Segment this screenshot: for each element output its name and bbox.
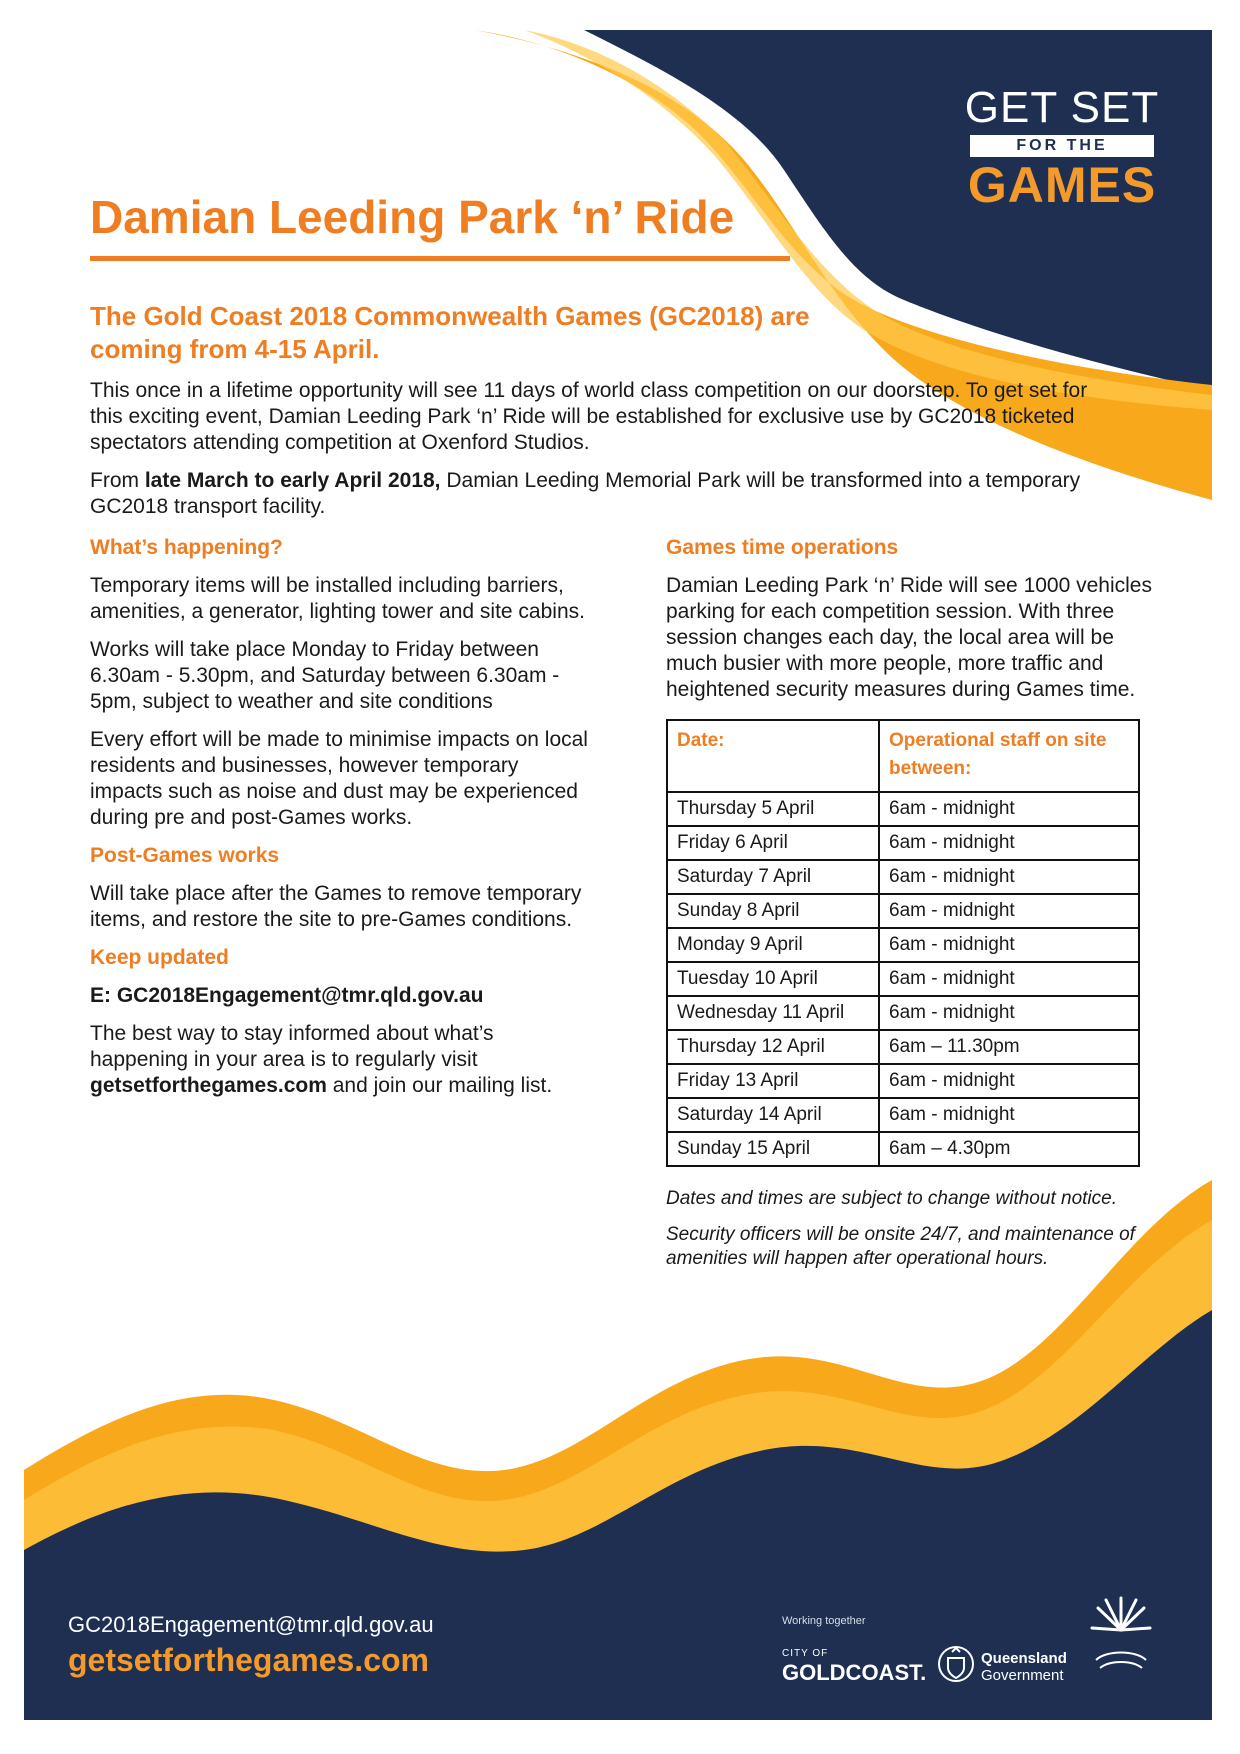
get-set-for-the-games-logo (962, 85, 1162, 211)
table-row (667, 962, 1139, 996)
post-games-p1: Will take place after the Games to remove temporary items, and restore the site to pre-Games conditions. (90, 882, 582, 931)
queensland-government-logo (981, 1650, 1067, 1684)
table-row (667, 1064, 1139, 1098)
whats-happening-p3: Every effort will be made to minimise impacts on local residents and businesses, however temporary impacts such as noise and dust may be experienced during pre and post-Games works. (90, 728, 588, 829)
intro-p2-prefix: From (90, 469, 145, 492)
city-of-gold-coast-logo: GOLDCOAST. (782, 1660, 927, 1685)
schedule-header-hours: Operational staff on site between: (879, 720, 1139, 792)
schedule-date: Tuesday 10 April (667, 962, 879, 996)
schedule-date: Sunday 8 April (667, 894, 879, 928)
table-row (667, 1098, 1139, 1132)
schedule-hours: 6am – 4.30pm (879, 1132, 1139, 1166)
logo-line-1: GET SET (964, 83, 1160, 132)
note-2: Security officers will be onsite 24/7, and maintenance of amenities will happen after operational hours. (666, 1224, 1135, 1269)
intro-paragraph-1: This once in a lifetime opportunity will see 11 days of world class competition on our doorstep. To get set for this exciting event, Damian Leeding Park ‘n’ Ride will be established for exclusive use by GC2018 ticketed spectators attending competition at Oxenford Studios. (90, 379, 1088, 454)
city-of-label: CITY OF (782, 1648, 829, 1659)
table-row (667, 792, 1139, 826)
whats-happening-p1: Temporary items will be installed including barriers, amenities, a generator, lighting tower and site cabins. (90, 574, 585, 623)
schedule-date: Saturday 14 April (667, 1098, 879, 1132)
table-row (667, 826, 1139, 860)
logo-line-3: GAMES (967, 157, 1157, 213)
footer-email[interactable]: GC2018Engagement@tmr.qld.gov.au (68, 1612, 434, 1637)
intro-p2-bold: late March to early April 2018, (144, 469, 441, 492)
schedule-header-date: Date: (667, 720, 879, 792)
games-time-heading: Games time operations (666, 536, 899, 559)
keep-updated-heading: Keep updated (90, 946, 229, 969)
schedule-date: Saturday 7 April (667, 860, 879, 894)
footer-website[interactable]: getsetforthegames.com (68, 1642, 429, 1678)
schedule-notes (666, 1187, 1166, 1271)
website-link[interactable]: getsetforthegames.com (90, 1074, 327, 1097)
table-row (667, 1030, 1139, 1064)
table-row (667, 860, 1139, 894)
schedule-hours: 6am – 11.30pm (879, 1030, 1139, 1064)
table-row (667, 928, 1139, 962)
schedule-hours: 6am - midnight (879, 894, 1139, 928)
schedule-hours: 6am - midnight (879, 928, 1139, 962)
schedule-hours: 6am - midnight (879, 1064, 1139, 1098)
whats-happening-heading: What’s happening? (90, 536, 283, 559)
schedule-date: Wednesday 11 April (667, 996, 879, 1030)
post-games-heading: Post-Games works (90, 844, 280, 867)
keep-updated-paragraph (90, 1021, 590, 1099)
intro-p2-suffix: Damian Leeding Memorial Park will be transformed into a temporary GC2018 transport facility. (90, 469, 1081, 518)
table-row (667, 1132, 1139, 1166)
schedule-date: Friday 6 April (667, 826, 879, 860)
schedule-table (666, 719, 1140, 1167)
intro-section (90, 378, 1090, 532)
schedule-hours: 6am - midnight (879, 860, 1139, 894)
right-column (666, 535, 1166, 1283)
schedule-hours: 6am - midnight (879, 962, 1139, 996)
keep-updated-prefix: The best way to stay informed about what’s happening in your area is to regularly visit (90, 1022, 494, 1071)
working-together-label: Working together (782, 1615, 866, 1627)
schedule-date: Thursday 12 April (667, 1030, 879, 1064)
schedule-hours: 6am - midnight (879, 996, 1139, 1030)
schedule-date: Thursday 5 April (667, 792, 879, 826)
gold-coast-2018-logo-icon (1086, 1590, 1156, 1690)
logo-line-2: FOR THE (970, 135, 1154, 157)
left-column (90, 535, 590, 1111)
schedule-date: Friday 13 April (667, 1064, 879, 1098)
queensland-crest-icon (934, 1642, 978, 1686)
schedule-date: Monday 9 April (667, 928, 879, 962)
schedule-hours: 6am - midnight (879, 1098, 1139, 1132)
flyer-page (24, 30, 1212, 1720)
keep-updated-suffix: and join our mailing list. (326, 1074, 553, 1097)
whats-happening-p2: Works will take place Monday to Friday between 6.30am - 5.30pm, and Saturday between 6.30am - 5pm, subject to weather and site conditions (90, 638, 560, 713)
table-row (667, 894, 1139, 928)
games-time-p1: Damian Leeding Park ‘n’ Ride will see 1000 vehicles parking for each competition session. With three session changes each day, the local area will be much busier with more people, more traffic and heightened security measures during Games time. (666, 574, 1152, 701)
schedule-header-row (667, 720, 1139, 792)
schedule-hours: 6am - midnight (879, 826, 1139, 860)
schedule-date: Sunday 15 April (667, 1132, 879, 1166)
schedule-hours: 6am - midnight (879, 792, 1139, 826)
page-subtitle: The Gold Coast 2018 Commonwealth Games (GC2018) are coming from 4-15 April. (90, 301, 810, 364)
contact-email[interactable]: E: GC2018Engagement@tmr.qld.gov.au (90, 984, 484, 1007)
page-title: Damian Leeding Park ‘n’ Ride (90, 191, 735, 243)
qld-line-1: Queensland (981, 1650, 1067, 1667)
intro-paragraph-2 (90, 468, 1090, 520)
title-underline (90, 256, 790, 261)
note-1: Dates and times are subject to change without notice. (666, 1188, 1117, 1209)
table-row (667, 996, 1139, 1030)
qld-line-2: Government (981, 1667, 1064, 1684)
